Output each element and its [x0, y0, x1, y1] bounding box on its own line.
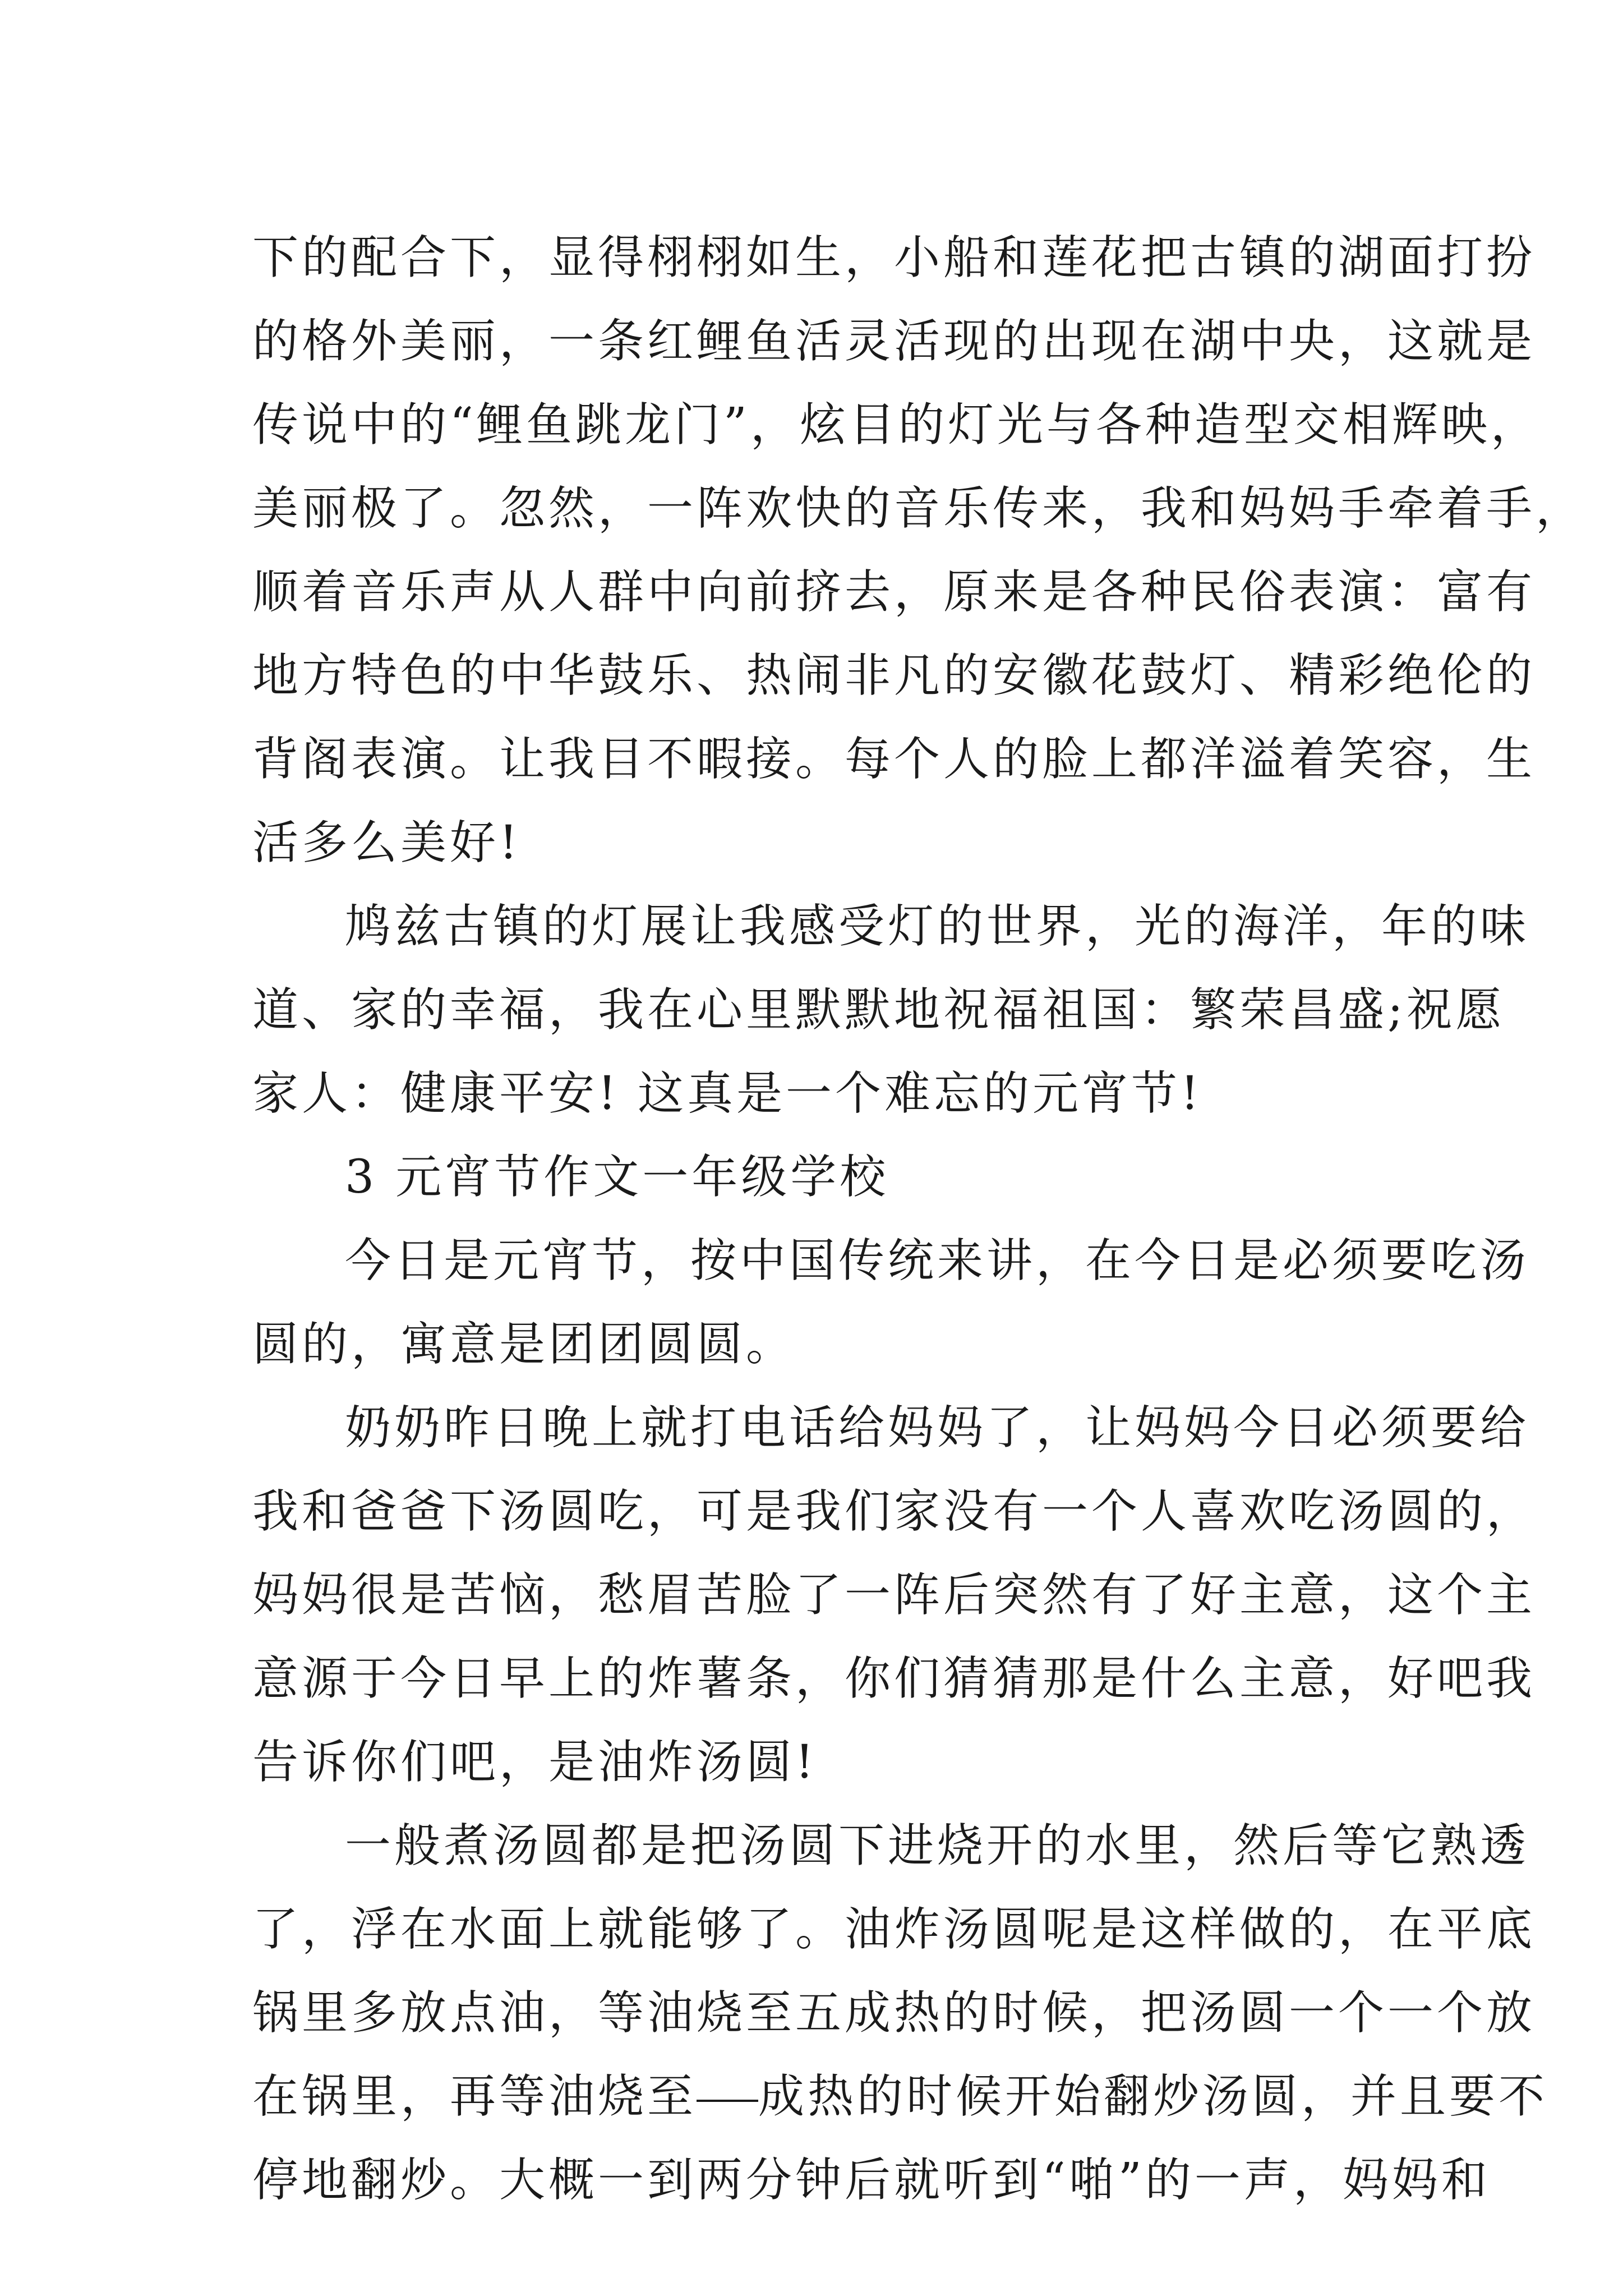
text-line: 我和爸爸下汤圆吃，可是我们家没有一个人喜欢吃汤圆的， — [252, 1485, 1536, 1538]
paragraph-frying-method — [252, 1804, 1548, 2222]
text-line: 3 元宵节作文一年级学校 — [345, 1151, 889, 1204]
text-line: 下的配合下，显得栩栩如生，小船和莲花把古镇的湖面打扮 — [252, 231, 1536, 284]
text-line: 家人：健康平安! 这真是一个难忘的元宵节! — [252, 1067, 1202, 1120]
section-heading — [252, 1135, 1413, 1219]
text-line: 美丽极了。忽然，一阵欢快的音乐传来，我和妈妈手牵着手， — [252, 482, 1585, 535]
text-line: 奶奶昨日晚上就打电话给妈妈了，让妈妈今日必须要给 — [345, 1401, 1530, 1455]
text-line: 背阁表演。让我目不暇接。每个人的脸上都洋溢着笑容，生 — [252, 733, 1536, 786]
text-line: 地方特色的中华鼓乐、热闹非凡的安徽花鼓灯、精彩绝伦的 — [252, 649, 1536, 702]
text-line: 顺着音乐声从人群中向前挤去，原来是各种民俗表演：富有 — [252, 565, 1536, 619]
text-line: 告诉你们吧，是油炸汤圆! — [252, 1736, 817, 1789]
fill-in-blank — [697, 2099, 758, 2102]
paragraph-list — [252, 216, 1585, 1804]
text-line: 停地翻炒。大概一到两分钟后就听到“啪”的一声，妈妈和 — [252, 2154, 1491, 2207]
text-line-with-blank — [252, 2055, 1548, 2138]
paragraph-conclusion — [252, 885, 1530, 1135]
text-line: 传说中的“鲤鱼跳龙门”，炫目的灯光与各种造型交相辉映， — [252, 398, 1540, 452]
text-segment: 在锅里，再等油烧至 — [252, 2070, 697, 2123]
paragraph-lantern-scene — [252, 216, 1585, 885]
paragraph-grandma-call — [252, 1386, 1536, 1804]
text-line: 今日是元宵节，按中国传统来讲，在今日是必须要吃汤 — [345, 1234, 1530, 1287]
text-segment: 成热的时候开始翻炒汤圆，并且要不 — [758, 2070, 1548, 2123]
text-line: 一般煮汤圆都是把汤圆下进烧开的水里，然后等它熟透 — [345, 1819, 1530, 1872]
text-line: 活多么美好! — [252, 816, 521, 869]
text-line: 的格外美丽，一条红鲤鱼活灵活现的出现在湖中央，这就是 — [252, 315, 1536, 368]
document-body — [252, 216, 1585, 2222]
text-line: 道、家的幸福，我在心里默默地祝福祖国：繁荣昌盛;祝愿 — [252, 983, 1505, 1037]
text-line: 了，浮在水面上就能够了。油炸汤圆呢是这样做的，在平底 — [252, 1903, 1536, 1956]
text-line: 鸠兹古镇的灯展让我感受灯的世界，光的海洋，年的味 — [345, 900, 1530, 953]
paragraph-intro — [252, 1219, 1530, 1386]
text-line: 锅里多放点油，等油烧至五成热的时候，把汤圆一个一个放 — [252, 1986, 1536, 2040]
text-line: 妈妈很是苦恼，愁眉苦脸了一阵后突然有了好主意，这个主 — [252, 1568, 1536, 1622]
text-line: 意源于今日早上的炸薯条，你们猜猜那是什么主意，好吧我 — [252, 1652, 1536, 1705]
text-line: 圆的，寓意是团团圆圆。 — [252, 1318, 796, 1371]
